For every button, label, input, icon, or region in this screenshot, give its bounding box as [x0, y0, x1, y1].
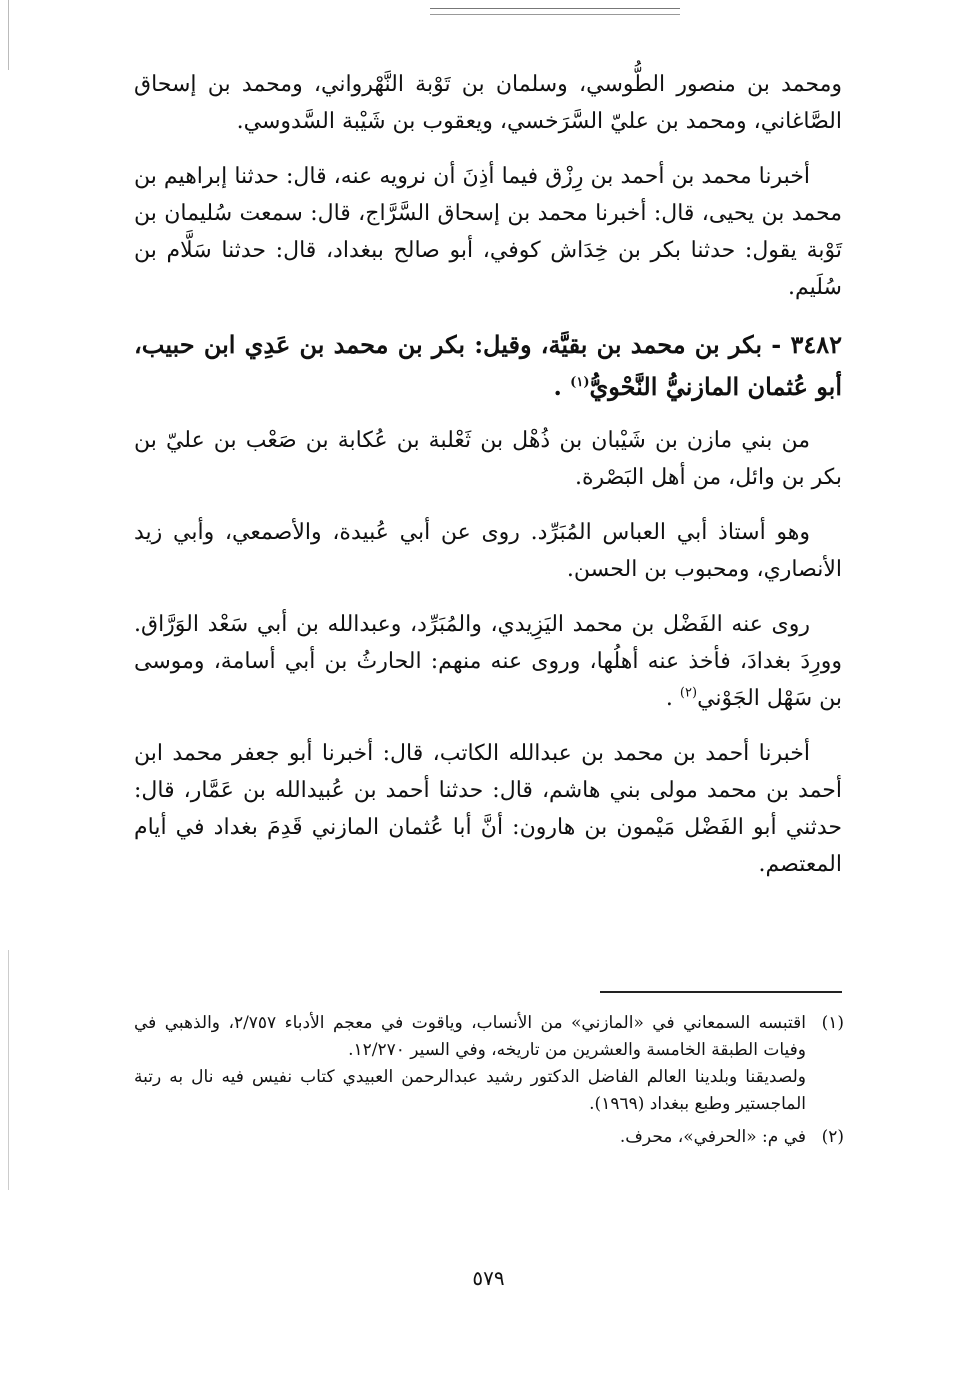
top-rule	[430, 8, 680, 9]
paragraph-students-text: روى عنه الفَضْل بن محمد اليَزِيدي، والمُبَرِّد، وعبدالله بن أبي سَعْد الوَرَّاق. وورِدَ بغدادَ، فأخذ عنه أهلُها، وروى عنه منهم: الحارثُ بن أبي أسامة، وموسى بن سَهْل الجَوْني	[134, 612, 842, 711]
footnote-line: في م: «الحرفي»، محرف.	[619, 1127, 806, 1147]
footnote-text	[134, 1124, 806, 1151]
footnotes	[134, 1010, 844, 1157]
top-rule-secondary	[430, 14, 680, 15]
footnote-ref[interactable]: (٢)	[679, 685, 698, 701]
paragraph-lineage: من بني مازن بن شَيْبان بن ذُهْل بن ثَعْلبة بن عُكابة بن صَعْب بن عليّ بن بكر بن وائل، من أهل البَصْرة.	[134, 428, 842, 490]
footnote-2	[134, 1124, 844, 1151]
page-number: ٥٧٩	[472, 1266, 505, 1290]
entry-title: - بكر بن محمد بن بقيَّة، وقيل: بكر بن محمد بن عَدِي ابن حبيب، أبو عُثمان المازنيُّ النَّحْويُّ	[134, 330, 842, 401]
footnote-line: اقتبسه السمعاني في «المازني» من الأنساب، وياقوت في معجم الأدباء ٢/٧٥٧، والذهبي في وفيات الطبقة الخامسة والعشرين من تاريخه، وفي السير ١٢/٢٧٠.	[134, 1013, 806, 1060]
scan-edge-mark	[8, 0, 9, 70]
paragraph-continuation: ومحمد بن منصور الطُّوسي، وسلمان بن تَوْبة النَّهْرواني، ومحمد بن إسحاق الصَّاغاني، ومحمد بن عليّ السَّرَخسي، ويعقوب بن شَيْبة السَّدوسي.	[134, 72, 842, 134]
scan-edge-mark	[8, 950, 9, 1190]
footnote-line: ولصديقنا وبلدينا العالم الفاضل الدكتور رشيد عبدالرحمن العبيدي كتاب نفيس فيه نال به رتبة الماجستير وطبع ببغداد (١٩٦٩).	[134, 1067, 806, 1114]
footnote-separator	[600, 991, 842, 993]
paragraph-teachers: وهو أستاذ أبي العباس المُبَرِّد. روى عن أبي عُبيدة، والأصمعي، وأبي زيد الأنصاري، ومحبوب بن الحسن.	[134, 520, 842, 582]
entry-number: ٣٤٨٢	[790, 330, 843, 359]
footnote-text	[134, 1010, 806, 1118]
paragraph-isnad: أخبرنا محمد بن أحمد بن رِزْق فيما أذِنَ أن نرويه عنه، قال: حدثنا إبراهيم بن محمد بن يحيى، قال: أخبرنا محمد بن إسحاق السَّرَّاج، قال: سمعت سُليمان بن تَوْبة يقول: حدثنا بكر بن خِدَاش كوفي، أبو صالح ببغداد، قال: حدثنا سَلَّام بن سُلَيم.	[134, 164, 842, 300]
footnote-number: (١)	[821, 1013, 844, 1033]
paragraph-end: .	[665, 686, 680, 711]
entry-heading	[134, 324, 842, 408]
footnote-number: (٢)	[821, 1127, 844, 1147]
paragraph-last: أخبرنا أحمد بن محمد بن عبدالله الكاتب، قال: أخبرنا أبو جعفر محمد ابن أحمد بن محمد مولى بني هاشم، قال: حدثنا أحمد بن عُبيدالله بن عَمَّار، قال: حدثني أبو الفَضْل مَيْمون بن هارون: أنَّ أبا عُثمان المازني قَدِمَ بغداد في أيام المعتصم.	[134, 741, 842, 877]
paragraph-students	[134, 606, 842, 717]
page-body	[134, 66, 842, 901]
entry-end: .	[553, 372, 562, 401]
footnote-1	[134, 1010, 844, 1118]
footnote-ref[interactable]: (١)	[570, 375, 590, 390]
